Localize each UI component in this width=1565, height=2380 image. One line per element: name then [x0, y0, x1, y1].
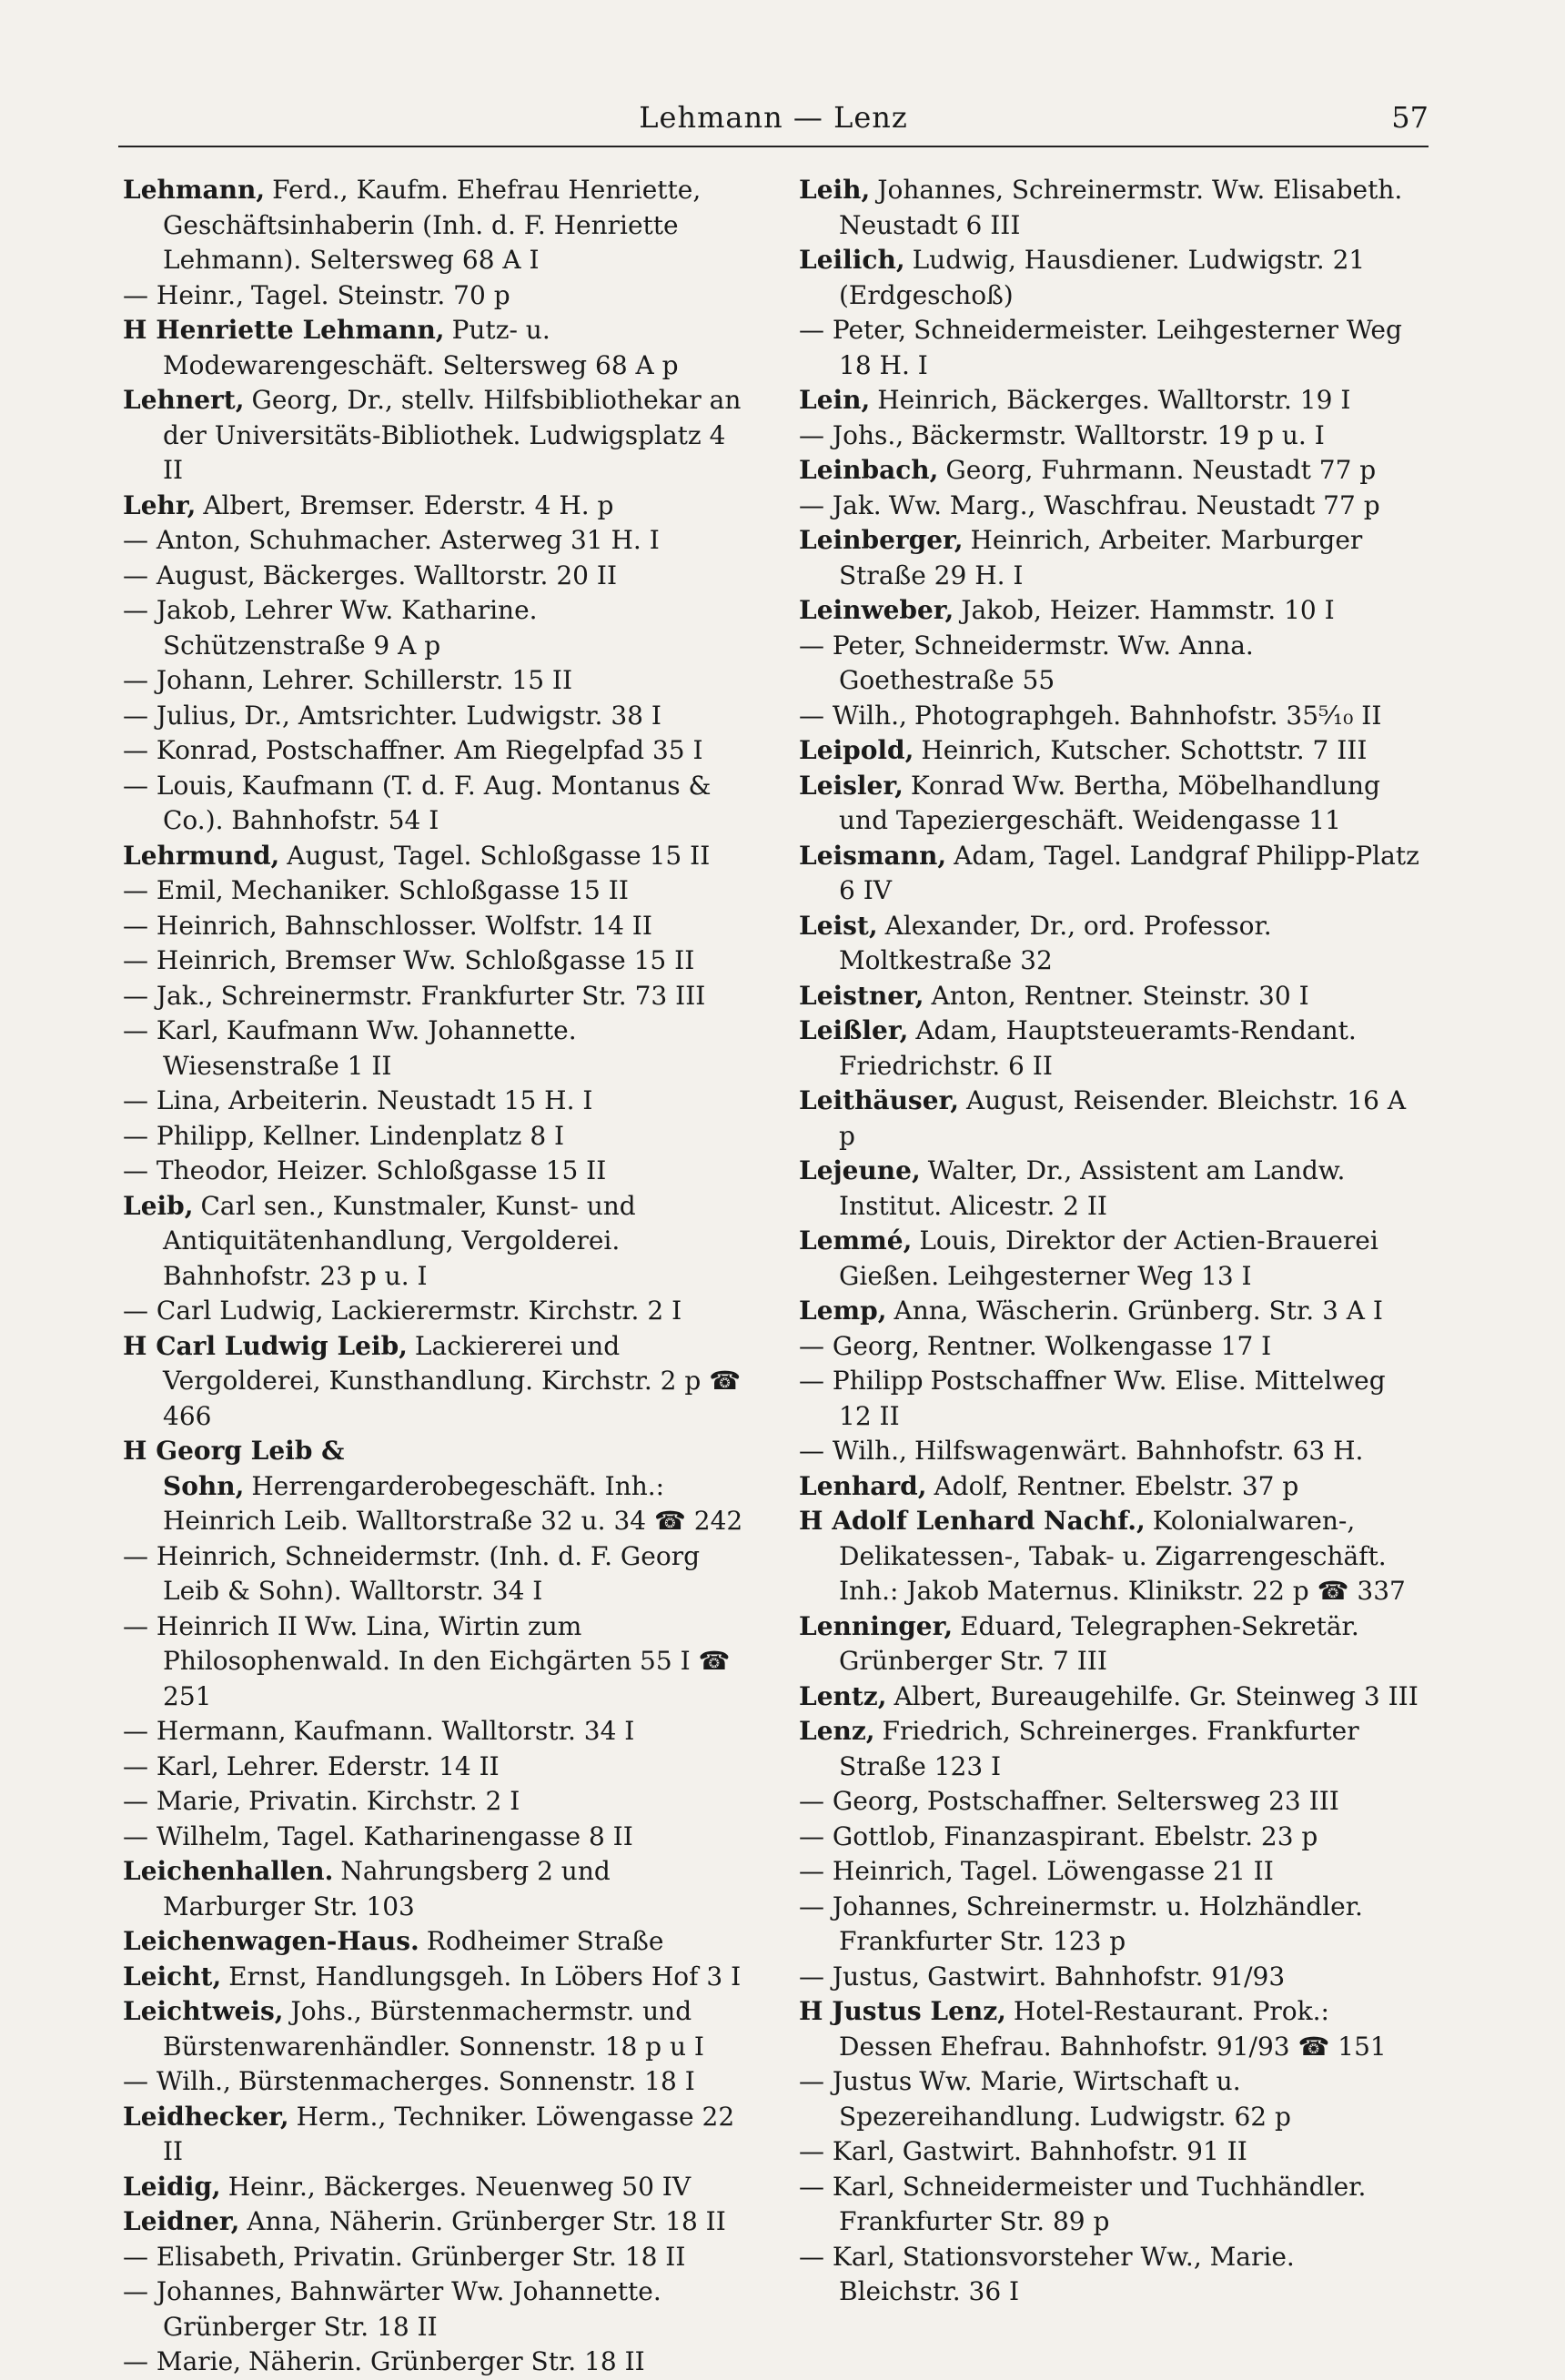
- directory-entry: [123, 383, 746, 489]
- directory-entry: [123, 663, 746, 699]
- entry-name: — Lina,: [123, 1085, 222, 1115]
- directory-entry: [123, 909, 746, 944]
- directory-entry: [799, 313, 1422, 383]
- directory-entry: [799, 1890, 1422, 1960]
- directory-entry: [799, 383, 1422, 419]
- entry-name: — Heinr.,: [123, 279, 244, 310]
- entry-details: Bäckermstr. Walltorstr. 19 p u. I: [911, 419, 1325, 450]
- directory-entry: [799, 979, 1422, 1014]
- entry-details: Bahnschlosser. Wolfstr. 14 II: [284, 910, 652, 941]
- directory-entry: [123, 733, 746, 769]
- entry-name: — Heinrich II: [123, 1610, 298, 1641]
- directory-entry: [123, 839, 746, 874]
- entry-details: Adam, Hauptsteueramts-Rendant. Friedrichstr. 6 II: [839, 1015, 1357, 1081]
- directory-entry: [799, 1820, 1422, 1855]
- directory-entry: [123, 173, 746, 278]
- directory-entry: [123, 1784, 746, 1820]
- entry-name: — Georg,: [799, 1330, 920, 1361]
- entry-details: Tagel. Löwengasse 21 II: [960, 1856, 1274, 1886]
- entry-details: Georg, Fuhrmann. Neustadt 77 p: [945, 455, 1377, 485]
- directory-entry: [799, 1784, 1422, 1820]
- entry-name: Lenhard,: [799, 1470, 927, 1501]
- entry-name: — Wilh.,: [123, 2066, 231, 2096]
- entry-name: H Justus Lenz,: [799, 1996, 1006, 2026]
- entry-name: Leithäuser,: [799, 1085, 959, 1115]
- entry-name: — Gottlob,: [799, 1820, 937, 1851]
- entry-details: Kaufmann Ww. Johannette. Wiesenstraße 1 II: [163, 1015, 577, 1081]
- entry-details: Stationsvorsteher Ww., Marie. Bleichstr. 36 I: [839, 2241, 1295, 2306]
- entry-name: — Karl,: [123, 1015, 219, 1045]
- directory-entry: [799, 419, 1422, 454]
- entry-name: Leinweber,: [799, 595, 954, 625]
- entry-name: Lehnert,: [123, 385, 245, 415]
- directory-entry: [799, 1434, 1422, 1469]
- entry-details: Johannes, Schreinermstr. Ww. Elisabeth. Neustadt 6 III: [839, 175, 1403, 240]
- left-column: [123, 173, 746, 2380]
- directory-entry: [123, 1119, 746, 1155]
- directory-entry: [799, 839, 1422, 909]
- entry-name: — Marie,: [123, 2346, 242, 2376]
- entry-details: Ww. Lina, Wirtin zum Philosophenwald. In den Eichgärten 55 I ☎ 251: [163, 1610, 731, 1711]
- directory-entry: [799, 2240, 1422, 2310]
- entry-name: — Wilh.,: [799, 700, 907, 731]
- directory-entry: [123, 769, 746, 839]
- directory-entry: [799, 1329, 1422, 1365]
- entry-details: Lehrer. Schillerstr. 15 II: [261, 665, 573, 695]
- directory-entry: [799, 1679, 1422, 1715]
- entry-name: — Wilhelm,: [123, 1820, 271, 1851]
- entry-name: — Heinrich,: [123, 1540, 278, 1571]
- entry-name: — Louis,: [123, 770, 235, 801]
- directory-entry: [799, 1994, 1422, 2064]
- directory-entry: [799, 2170, 1422, 2240]
- entry-details: Carl sen., Kunstmaler, Kunst- und Antiquitätenhandlung, Vergolderei. Bahnhofstr. 23 p u. I: [163, 1190, 636, 1291]
- entry-details: Lackierermstr. Kirchstr. 2 I: [330, 1296, 682, 1326]
- entry-details: Schreinermstr. Frankfurter Str. 73 III: [220, 980, 706, 1011]
- directory-entry: [123, 699, 746, 734]
- entry-details: Bürstenmacherges. Sonnenstr. 18 I: [237, 2066, 695, 2096]
- directory-entry: [123, 2204, 746, 2240]
- entry-details: Heizer. Schloßgasse 15 II: [277, 1155, 607, 1185]
- entry-name: Lehr,: [123, 489, 197, 520]
- page-header: [118, 100, 1429, 155]
- directory-entry: [123, 2345, 746, 2380]
- entry-details: Ernst, Handlungsgeh. In Löbers Hof 3 I: [228, 1961, 742, 1992]
- directory-entry: [799, 699, 1422, 734]
- entry-name: — Jak.,: [123, 980, 214, 1011]
- entry-details: Rentner. Wolkengasse 17 I: [926, 1330, 1272, 1361]
- directory-entry: [799, 909, 1422, 979]
- entry-details: Privatin. Kirchstr. 2 I: [248, 1786, 520, 1816]
- directory-entry: [123, 1189, 746, 1295]
- directory-entry: [799, 1364, 1422, 1434]
- entry-name: — Elisabeth,: [123, 2241, 286, 2272]
- entry-details: Kellner. Lindenplatz 8 I: [262, 1120, 565, 1151]
- entry-details: Walter, Dr., Assistent am Landw. Institut. Alicestr. 2 II: [839, 1155, 1346, 1221]
- entry-details: Tagel. Steinstr. 70 p: [251, 279, 510, 310]
- directory-entry: [799, 629, 1422, 699]
- entry-name: — Heinrich,: [123, 910, 278, 941]
- entry-name: — Peter,: [799, 630, 907, 661]
- entry-details: Bremser Ww. Schloßgasse 15 II: [284, 945, 695, 975]
- entry-details: Kaufmann. Walltorstr. 34 I: [293, 1716, 635, 1746]
- entry-details: Adam, Tagel. Landgraf Philipp-Platz 6 IV: [839, 840, 1419, 905]
- entry-name: — Heinrich,: [123, 945, 278, 975]
- directory-entry: [123, 1750, 746, 1785]
- directory-entry: [123, 1994, 746, 2064]
- entry-details: Bäckerges. Walltorstr. 20 II: [262, 560, 618, 590]
- entry-details: Hilfswagenwärt. Bahnhofstr. 63 H.: [914, 1436, 1364, 1466]
- directory-entry: [123, 1820, 746, 1855]
- entry-details: Kolonialwaren-, Delikatessen-, Tabak- u. Zigarrengeschäft. Inh.: Jakob Maternus. Klinikstr. 22 p ☎ 337: [839, 1506, 1406, 1606]
- entry-details: Näherin. Grünberger Str. 18 II: [248, 2346, 645, 2376]
- directory-entry: [799, 173, 1422, 243]
- entry-name: Lehrmund,: [123, 840, 280, 871]
- entry-name: — Julius,: [123, 700, 237, 731]
- entry-details: Eduard, Telegraphen-Sekretär. Grünberger Str. 7 III: [839, 1610, 1359, 1676]
- entry-name: — Karl,: [123, 1750, 219, 1781]
- right-column: [799, 173, 1422, 2310]
- entry-name: — Wilh.,: [799, 1436, 907, 1466]
- entry-name: — Johs.,: [799, 419, 904, 450]
- entry-details: Heinrich, Bäckerges. Walltorstr. 19 I: [877, 385, 1351, 415]
- directory-entry: [799, 2064, 1422, 2134]
- entry-details: Schneidermstr. (Inh. d. F. Georg Leib & Sohn). Walltorstr. 34 I: [163, 1540, 701, 1606]
- entry-details: Rodheimer Straße: [426, 1926, 664, 1956]
- directory-entry: [799, 1014, 1422, 1084]
- entry-details: August, Tagel. Schloßgasse 15 II: [287, 840, 711, 871]
- entry-details: Heinr., Bäckerges. Neuenweg 50 IV: [227, 2171, 692, 2202]
- entry-name: Leichenhallen.: [123, 1856, 334, 1886]
- entry-details: Nahrungsberg 2 und Marburger Str. 103: [163, 1856, 611, 1921]
- entry-details: Albert, Bremser. Ederstr. 4 H. p: [203, 489, 614, 520]
- entry-details: Konrad Ww. Bertha, Möbelhandlung und Tapeziergeschäft. Weidengasse 11: [839, 770, 1380, 835]
- entry-details: Heinrich, Kutscher. Schottstr. 7 III: [921, 735, 1368, 765]
- directory-entry: [123, 1084, 746, 1119]
- directory-entry: [799, 1960, 1422, 1995]
- entry-details: Anna, Wäscherin. Grünberg. Str. 3 A I: [894, 1296, 1383, 1326]
- entry-name: Leib,: [123, 1190, 194, 1221]
- entry-name: Leißler,: [799, 1015, 909, 1045]
- entry-name: — Karl,: [799, 2241, 895, 2272]
- entry-details: Schreinermstr. u. Holzhändler. Frankfurter Str. 123 p: [839, 1891, 1363, 1956]
- entry-name: H Adolf Lenhard Nachf.,: [799, 1506, 1146, 1536]
- entry-name: — Anton,: [123, 525, 242, 555]
- entry-details: Ww. Marie, Wirtschaft u. Spezereihandlung. Ludwigstr. 62 p: [839, 2066, 1291, 2132]
- entry-name: Leipold,: [799, 735, 914, 765]
- entry-name: Leismann,: [799, 840, 947, 871]
- directory-entry: [123, 2274, 746, 2345]
- entry-details: Mechaniker. Schloßgasse 15 II: [230, 875, 629, 905]
- entry-details: Kaufmann (T. d. F. Aug. Montanus & Co.). Bahnhofstr. 54 I: [163, 770, 712, 835]
- entry-name: — Johannes,: [799, 1891, 959, 1921]
- entry-details: Louis, Direktor der Actien-Brauerei Gießen. Leihgesterner Weg 13 I: [839, 1225, 1378, 1291]
- directory-entry: [123, 873, 746, 909]
- directory-entry: [799, 1294, 1422, 1329]
- entry-details: Anton, Rentner. Steinstr. 30 I: [931, 980, 1309, 1011]
- entry-name: Leidner,: [123, 2206, 240, 2236]
- entry-name: — Jakob,: [123, 595, 237, 625]
- running-title: Lehmann — Lenz: [639, 100, 908, 135]
- entry-details: Finanzaspirant. Ebelstr. 23 p: [944, 1820, 1318, 1851]
- entry-name: — Justus: [799, 2066, 913, 2096]
- entry-name: Lemmé,: [799, 1225, 913, 1256]
- entry-details: Schneidermstr. Ww. Anna. Goethestraße 55: [839, 630, 1254, 695]
- directory-entry: [123, 1014, 746, 1084]
- entry-name: Lein,: [799, 385, 871, 415]
- entry-details: Tagel. Katharinengasse 8 II: [278, 1820, 633, 1851]
- entry-name: Leichtweis,: [123, 1996, 284, 2026]
- directory-entry: [799, 1714, 1422, 1784]
- directory-entry: [123, 1960, 746, 1995]
- entry-name: — Justus,: [799, 1961, 921, 1992]
- page-number: 57: [1391, 100, 1429, 135]
- directory-entry: [799, 1854, 1422, 1890]
- entry-details: Ferd., Kaufm. Ehefrau Henriette, Geschäftsinhaberin (Inh. d. F. Henriette Lehmann). Seltersweg 68 A I: [163, 175, 702, 275]
- directory-entry: [123, 278, 746, 314]
- entry-name: Leih,: [799, 175, 871, 205]
- entry-details: Postschaffner. Seltersweg 23 III: [926, 1786, 1339, 1816]
- entry-name: — Carl Ludwig,: [123, 1296, 324, 1326]
- entry-details: Herm., Techniker. Löwengasse 22 II: [163, 2101, 735, 2166]
- directory-entry: [799, 733, 1422, 769]
- entry-name: H Henriette Lehmann,: [123, 315, 445, 345]
- entry-name: H Carl Ludwig Leib,: [123, 1330, 408, 1361]
- entry-name: Leinberger,: [799, 525, 964, 555]
- entry-details: Ludwig, Hausdiener. Ludwigstr. 21 (Erdgeschoß): [839, 245, 1366, 310]
- entry-name: Lejeune,: [799, 1155, 921, 1185]
- entry-details: Hotel-Restaurant. Prok.: Dessen Ehefrau. Bahnhofstr. 91/93 ☎ 151: [839, 1996, 1387, 2062]
- entry-details: Friedrich, Schreinerges. Frankfurter Straße 123 I: [839, 1716, 1359, 1781]
- entry-name: — Marie,: [123, 1786, 242, 1816]
- directory-entry: [799, 523, 1422, 593]
- entry-details: Postschaffner. Am Riegelpfad 35 I: [265, 735, 703, 765]
- entry-name: Lenz,: [799, 1716, 875, 1746]
- entry-name: Leisler,: [799, 770, 904, 801]
- entry-name: — Johann,: [123, 665, 255, 695]
- entry-details: Anna, Näherin. Grünberger Str. 18 II: [247, 2206, 726, 2236]
- entry-details: Lehrer. Ederstr. 14 II: [226, 1750, 500, 1781]
- directory-entry: [123, 2100, 746, 2170]
- directory-entry: [799, 1084, 1422, 1154]
- entry-details: Photographgeh. Bahnhofstr. 35⁵⁄₁₀ II: [914, 700, 1382, 731]
- entry-details: Lehrer Ww. Katharine. Schützenstraße 9 A p: [163, 595, 538, 661]
- entry-name: — Heinrich,: [799, 1856, 954, 1886]
- directory-entry: [123, 593, 746, 663]
- entry-name: — Theodor,: [123, 1155, 270, 1185]
- directory-entry: [123, 2240, 746, 2275]
- entry-name: Leidig,: [123, 2171, 221, 2202]
- entry-name: Leilich,: [799, 245, 905, 275]
- entry-name: — Peter,: [799, 315, 907, 345]
- directory-entry: [799, 489, 1422, 524]
- entry-details: Putz- u. Modewarengeschäft. Seltersweg 68 A p: [163, 315, 679, 380]
- entry-name: — Jak.: [799, 489, 882, 520]
- entry-details: Lackiererei und Vergolderei, Kunsthandlung. Kirchstr. 2 p ☎ 466: [163, 1330, 742, 1431]
- entry-name: — Emil,: [123, 875, 224, 905]
- entry-details: Dr., Amtsrichter. Ludwigstr. 38 I: [244, 700, 661, 731]
- entry-details: Schuhmacher. Asterweg 31 H. I: [248, 525, 660, 555]
- entry-name: — Philipp: [799, 1366, 924, 1396]
- entry-name: — Johannes,: [123, 2276, 283, 2306]
- entry-name: Leichenwagen-Haus.: [123, 1926, 419, 1956]
- entry-details: Ww. Marg., Waschfrau. Neustadt 77 p: [888, 489, 1380, 520]
- entry-details: Adolf, Rentner. Ebelstr. 37 p: [934, 1470, 1299, 1501]
- directory-entry: [123, 559, 746, 594]
- directory-entry: [123, 1329, 746, 1435]
- directory-entry: [799, 769, 1422, 839]
- header-rule: [118, 146, 1429, 147]
- entry-details: Schneidermeister. Leihgesterner Weg 18 H. I: [839, 315, 1402, 380]
- entry-details: Bahnwärter Ww. Johannette. Grünberger Str. 18 II: [163, 2276, 661, 2342]
- entry-name: Lehmann,: [123, 175, 266, 205]
- directory-entry: [123, 1434, 746, 1539]
- entry-details: Albert, Bureaugehilfe. Gr. Steinweg 3 III: [894, 1680, 1419, 1711]
- entry-name: Leistner,: [799, 980, 924, 1011]
- directory-entry: [123, 1294, 746, 1329]
- directory-entry: [123, 1539, 746, 1609]
- directory-entry: [123, 523, 746, 559]
- entry-name: — Hermann,: [123, 1716, 287, 1746]
- entry-name: — August,: [123, 560, 256, 590]
- directory-entry: [799, 1154, 1422, 1224]
- directory-entry: [799, 1224, 1422, 1294]
- entry-details: Gastwirt. Bahnhofstr. 91 II: [902, 2136, 1247, 2166]
- entry-name: H Georg Leib & Sohn,: [123, 1436, 345, 1501]
- directory-entry: [799, 1469, 1422, 1505]
- directory-entry: [799, 593, 1422, 629]
- entry-name: Lenninger,: [799, 1610, 954, 1641]
- entry-name: Lemp,: [799, 1296, 887, 1326]
- directory-entry: [123, 1924, 746, 1960]
- entry-name: — Philipp,: [123, 1120, 256, 1151]
- directory-entry: [123, 943, 746, 979]
- entry-details: Alexander, Dr., ord. Professor. Moltkestraße 32: [839, 910, 1272, 975]
- entry-name: Leidhecker,: [123, 2101, 289, 2132]
- entry-name: — Karl,: [799, 2136, 895, 2166]
- entry-details: Schneidermeister und Tuchhändler. Frankfurter Str. 89 p: [839, 2171, 1367, 2236]
- entry-name: Leicht,: [123, 1961, 222, 1992]
- entry-details: Heinrich, Arbeiter. Marburger Straße 29 H. I: [839, 525, 1363, 590]
- entry-details: August, Reisender. Bleichstr. 16 A p: [839, 1085, 1407, 1151]
- directory-entry: [799, 453, 1422, 489]
- entry-details: Privatin. Grünberger Str. 18 II: [293, 2241, 686, 2272]
- directory-entry: [123, 2064, 746, 2100]
- entry-details: Gastwirt. Bahnhofstr. 91/93: [927, 1961, 1286, 1992]
- directory-entry: [123, 1854, 746, 1924]
- directory-entry: [799, 1609, 1422, 1679]
- entry-name: — Georg,: [799, 1786, 920, 1816]
- entry-name: Leinbach,: [799, 455, 939, 485]
- entry-name: Lentz,: [799, 1680, 887, 1711]
- entry-details: Jakob, Heizer. Hammstr. 10 I: [961, 595, 1335, 625]
- entry-name: — Konrad,: [123, 735, 258, 765]
- directory-entry: [123, 1714, 746, 1750]
- directory-entry: [799, 243, 1422, 313]
- entry-name: Leist,: [799, 910, 878, 941]
- entry-details: Georg, Dr., stellv. Hilfsbibliothekar an der Universitäts-Bibliothek. Ludwigsplatz 4 II: [163, 385, 742, 485]
- directory-entry: [799, 2134, 1422, 2170]
- entry-name: — Karl,: [799, 2171, 895, 2202]
- entry-details: Postschaffner Ww. Elise. Mittelweg 12 II: [839, 1366, 1386, 1431]
- directory-entry: [123, 1609, 746, 1715]
- entry-details: Herrengarderobegeschäft. Inh.: Heinrich Leib. Walltorstraße 32 u. 34 ☎ 242: [163, 1470, 743, 1536]
- directory-entry: [123, 1154, 746, 1189]
- directory-entry: [123, 979, 746, 1014]
- directory-entry: [123, 313, 746, 383]
- directory-entry: [123, 2170, 746, 2205]
- entry-details: Johs., Bürstenmachermstr. und Bürstenwarenhändler. Sonnenstr. 18 p u I: [163, 1996, 704, 2062]
- directory-entry: [799, 1504, 1422, 1609]
- directory-entry: [123, 489, 746, 524]
- entry-details: Arbeiterin. Neustadt 15 H. I: [228, 1085, 593, 1115]
